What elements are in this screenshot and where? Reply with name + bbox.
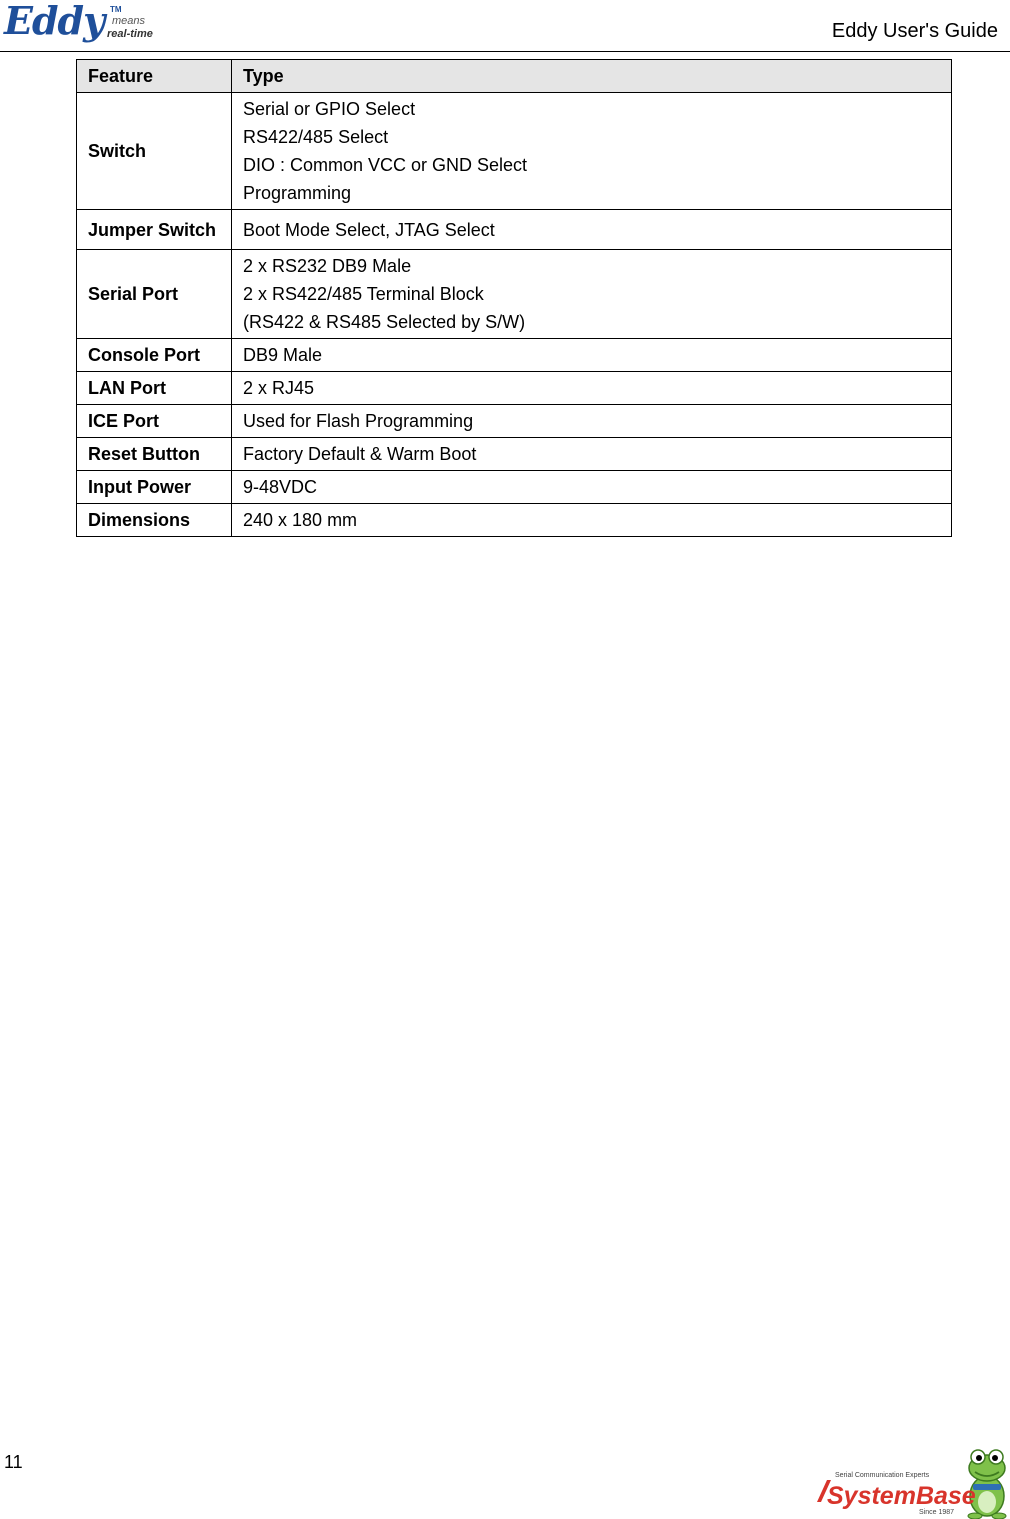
- document-title: Eddy User's Guide: [831, 20, 998, 42]
- type-cell: [232, 93, 952, 210]
- feature-cell: Input Power: [77, 471, 232, 504]
- type-cell: [232, 504, 952, 537]
- type-line: Serial or GPIO Select: [243, 99, 416, 119]
- table-row: [77, 250, 952, 339]
- type-line: 2 x RS422/485 Terminal Block: [243, 284, 484, 304]
- table-row: [77, 504, 952, 537]
- spec-table: [76, 59, 952, 537]
- feature-cell: ICE Port: [77, 405, 232, 438]
- feature-cell: Dimensions: [77, 504, 232, 537]
- eddy-logo-brand: Eddy: [4, 0, 105, 43]
- feature-cell: Jumper Switch: [77, 210, 232, 250]
- type-line: DB9 Male: [243, 345, 323, 365]
- eddy-logo-trademark: TM: [110, 5, 122, 14]
- table-row: [77, 93, 952, 210]
- type-cell: [232, 405, 952, 438]
- feature-cell: Serial Port: [77, 250, 232, 339]
- feature-cell: Switch: [77, 93, 232, 210]
- type-line: 2 x RJ45: [243, 378, 315, 398]
- eddy-logo-tagline-bottom: real-time: [107, 28, 153, 40]
- type-line: RS422/485 Select: [243, 127, 389, 147]
- table-row: [77, 210, 952, 250]
- table-row: [77, 438, 952, 471]
- eddy-logo-tagline-top: means: [112, 15, 146, 27]
- table-row: [77, 372, 952, 405]
- type-line: (RS422 & RS485 Selected by S/W): [243, 312, 526, 332]
- header-divider: [0, 51, 1010, 52]
- systembase-logo: [815, 1444, 1010, 1519]
- type-line: Boot Mode Select, JTAG Select: [243, 219, 495, 240]
- type-line: 9-48VDC: [243, 477, 318, 497]
- type-line: DIO : Common VCC or GND Select: [243, 155, 528, 175]
- type-cell: [232, 471, 952, 504]
- type-cell: [232, 250, 952, 339]
- feature-cell: LAN Port: [77, 372, 232, 405]
- type-column-header: Type: [232, 60, 952, 93]
- feature-cell: Console Port: [77, 339, 232, 372]
- systembase-since: Since 1987: [919, 1509, 955, 1516]
- table-row: [77, 471, 952, 504]
- table-row: [77, 339, 952, 372]
- table-row: [77, 405, 952, 438]
- spec-table-header-row: [77, 60, 952, 93]
- type-line: Programming: [243, 183, 352, 203]
- type-cell: [232, 372, 952, 405]
- eddy-logo: [4, 2, 164, 46]
- type-cell: [232, 210, 952, 250]
- type-line: 2 x RS232 DB9 Male: [243, 256, 412, 276]
- systembase-tagline: Serial Communication Experts: [835, 1472, 930, 1479]
- type-line: 240 x 180 mm: [243, 510, 358, 530]
- feature-column-header: Feature: [77, 60, 232, 93]
- type-line: Used for Flash Programming: [243, 411, 474, 431]
- page-number: 11: [4, 1452, 23, 1472]
- feature-cell: Reset Button: [77, 438, 232, 471]
- type-cell: [232, 438, 952, 471]
- type-line: Factory Default & Warm Boot: [243, 444, 477, 464]
- type-cell: [232, 339, 952, 372]
- systembase-brand: SystemBase: [827, 1482, 976, 1510]
